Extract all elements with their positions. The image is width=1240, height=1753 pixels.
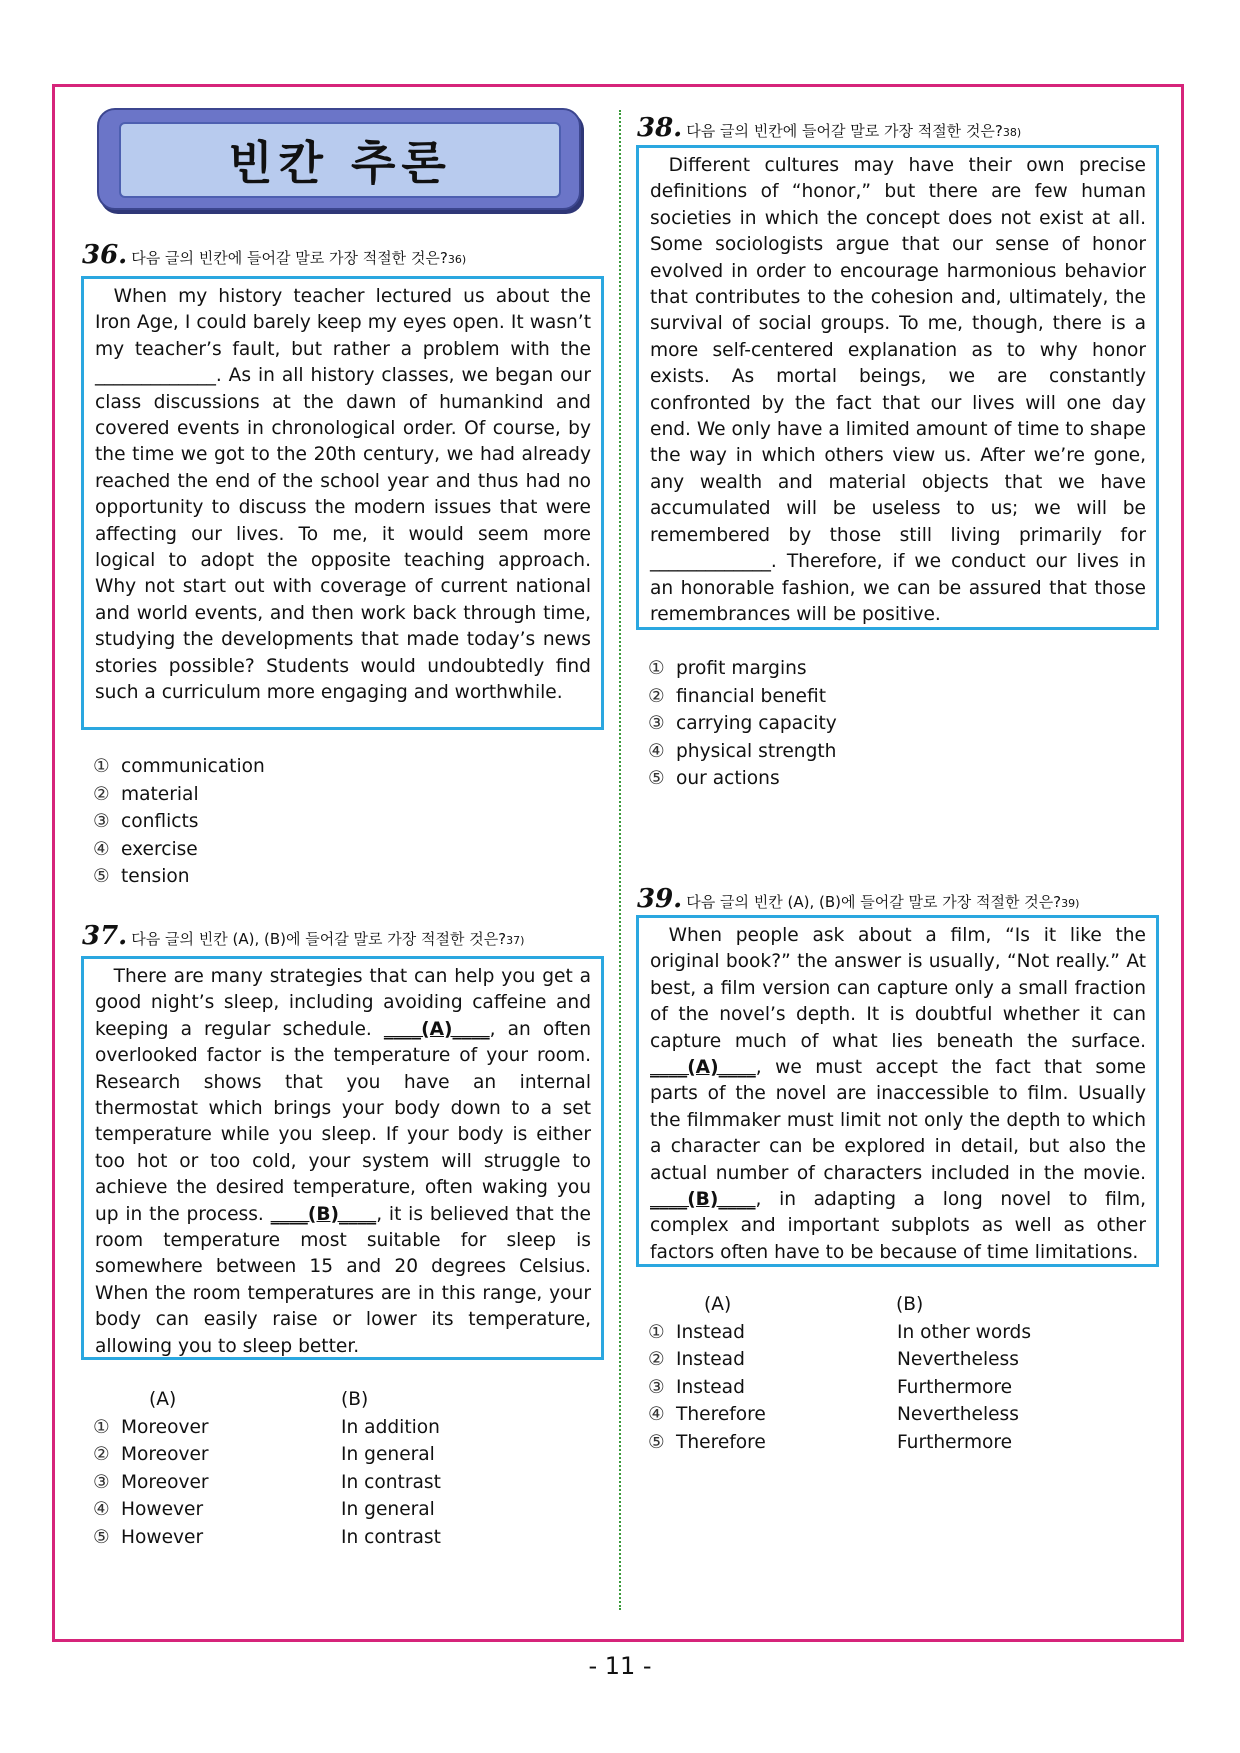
choice-number: ③: [648, 713, 665, 735]
header-a: (A): [149, 1389, 177, 1410]
choice-b: In other words: [897, 1321, 1032, 1343]
q39-choice-2[interactable]: [648, 1346, 1031, 1374]
choice-number: ②: [93, 783, 110, 805]
q39-passage-part-2: , we must accept the fact that some parts of the novel are inaccessible to film. Usually the filmmaker must limit not only the depth to which a character can be explored in detail, but also the actual number of characters included in the movie.: [650, 1057, 1146, 1184]
q36-number: 36.: [82, 240, 128, 270]
q39-blank-a: ____(A)____: [650, 1057, 756, 1079]
q39-choice-3[interactable]: [648, 1374, 1031, 1402]
choice-b: In contrast: [341, 1526, 441, 1548]
choice-number: ③: [648, 1376, 665, 1398]
choice-number: ①: [648, 1321, 665, 1343]
choice-number: ④: [93, 1499, 110, 1521]
choice-number: ⑤: [93, 866, 110, 888]
choice-number: ④: [648, 740, 665, 762]
q38-choice-2[interactable]: [648, 683, 837, 711]
choice-number: ⑤: [648, 768, 665, 790]
choice-a: Moreover: [121, 1444, 209, 1466]
q38-ref: 38): [1002, 126, 1022, 139]
choice-number: ④: [93, 838, 110, 860]
q37-blank-b: ____(B)____: [270, 1203, 377, 1225]
choice-text: carrying capacity: [676, 713, 837, 735]
choice-b: Furthermore: [897, 1376, 1013, 1398]
choice-number: ③: [93, 1471, 110, 1493]
q38-passage: Different cultures may have their own precise definitions of “honor,” but there are few human societies in which the concept does not exist at all. Some sociologists argue that our sense of honor evolved in order to encourage harmonious behavior that contributes to the cohesion and, ultimately, the survival of social groups. To me, though, there is a more self-centered explanation as to why honor exists. As mortal beings, we are constantly confronted by the fact that our lives will one day end. We only have a limited amount of time to shape the way in which others view us. After we’re gone, any wealth and material objects that we have accumulated will be useless to us; we will be remembered by those still living primarily for _____________. Therefore, if we conduct our lives in an honorable fashion, we can be assured that those remembrances will be positive.: [650, 155, 1146, 625]
q38-choice-5[interactable]: [648, 765, 837, 793]
q36-choice-1[interactable]: [93, 753, 265, 781]
q37-heading: [82, 921, 524, 951]
choice-b: Nevertheless: [897, 1404, 1019, 1426]
q38-choice-4[interactable]: [648, 738, 837, 766]
header-b: (B): [896, 1294, 924, 1315]
q36-heading: [82, 240, 466, 270]
page-title: 빈칸 추론: [228, 136, 452, 190]
q37-prompt: 다음 글의 빈칸 (A), (B)에 들어갈 말로 가장 적절한 것은?: [131, 930, 507, 948]
q37-choice-header: [93, 1386, 441, 1414]
choice-a: Instead: [676, 1376, 745, 1398]
q39-heading: [637, 884, 1079, 914]
q37-choice-1[interactable]: [93, 1414, 441, 1442]
header-b: (B): [341, 1389, 369, 1410]
choice-b: Nevertheless: [897, 1349, 1019, 1371]
q38-passage-box: [636, 145, 1159, 630]
q39-number: 39.: [637, 884, 683, 914]
q38-choice-3[interactable]: [648, 710, 837, 738]
choice-number: ②: [648, 685, 665, 707]
section-banner: [97, 108, 581, 210]
q37-passage: [95, 964, 591, 1360]
choice-text: material: [121, 783, 199, 805]
q37-passage-part-2: , an often overlooked factor is the temperature of your room. Research shows that you have an internal thermostat which brings your body down to a set temperature while you sleep. If your body is either too hot or too cold, your system will struggle to achieve the desired temperature, often waking you up in the process.: [95, 1018, 591, 1225]
q36-choice-2[interactable]: [93, 781, 265, 809]
q36-ref: 36): [447, 253, 467, 266]
choice-number: ⑤: [93, 1526, 110, 1548]
choice-b: In addition: [341, 1416, 440, 1438]
q39-blank-b: ____(B)____: [650, 1189, 756, 1211]
choice-a: However: [121, 1526, 204, 1548]
choice-text: financial benefit: [676, 685, 827, 707]
choice-number: ①: [93, 756, 110, 777]
q39-passage-part-1: When people ask about a film, “Is it like the original book?” the answer is usually, “Not really.” At best, a film version can capture only a small fraction of the novel’s depth. It is doubtful whether it can capture much of what lies beneath the surface.: [650, 925, 1146, 1052]
choice-a: Instead: [676, 1321, 745, 1343]
q36-passage-box: [81, 276, 604, 730]
q37-choice-2[interactable]: [93, 1441, 441, 1469]
choice-number: ①: [648, 658, 665, 679]
q37-choice-5[interactable]: [93, 1524, 441, 1552]
q37-choices: [93, 1386, 441, 1552]
choice-text: profit margins: [676, 658, 807, 679]
choice-b: Furthermore: [897, 1431, 1013, 1453]
q39-choice-header: [648, 1291, 1031, 1319]
choice-a: Moreover: [121, 1471, 209, 1493]
q39-choices: [648, 1291, 1031, 1457]
choice-a: Instead: [676, 1349, 745, 1371]
choice-text: exercise: [121, 838, 198, 860]
q36-choice-4[interactable]: [93, 836, 265, 864]
q38-choice-1[interactable]: [648, 655, 837, 683]
q37-choice-3[interactable]: [93, 1469, 441, 1497]
q38-prompt: 다음 글의 빈칸에 들어갈 말로 가장 적절한 것은?: [686, 122, 1003, 140]
choice-a: Therefore: [676, 1431, 766, 1453]
q37-passage-box: [81, 956, 604, 1360]
choice-a: However: [121, 1499, 204, 1521]
section-banner-inner: [119, 122, 561, 198]
q39-ref: 39): [1061, 897, 1080, 910]
choice-text: communication: [121, 756, 265, 777]
choice-text: tension: [121, 866, 190, 888]
page-number: - 11 -: [588, 1652, 652, 1680]
choice-number: ③: [93, 811, 110, 833]
q39-passage-box: [636, 915, 1159, 1267]
q37-number: 37.: [82, 921, 128, 951]
q39-passage-part-3: , in adapting a long novel to film, complex and important subplots as well as other factors often have to be because of time limitations.: [650, 1189, 1146, 1263]
choice-text: our actions: [676, 768, 780, 790]
q36-passage: When my history teacher lectured us about the Iron Age, I could barely keep my eyes open. It wasn’t my teacher’s fault, but rather a problem with the _____________. As in all history classes, we began our class discussions at the dawn of humankind and covered events in chronological order. Of course, by the time we got to the 20th century, we had already reached the end of the school year and thus had no opportunity to discuss the modern issues that were affecting our lives. To me, it would seem more logical to adopt the opposite teaching approach. Why not start out with coverage of current national and world events, and then work back through time, studying the developments that made today’s news stories possible? Students would undoubtedly find such a curriculum more engaging and worthwhile.: [95, 286, 591, 704]
choice-b: In general: [341, 1444, 435, 1466]
choice-a: Moreover: [121, 1416, 209, 1438]
q36-choice-3[interactable]: [93, 808, 265, 836]
q37-passage-part-1: There are many strategies that can help you get a good night’s sleep, including avoiding caffeine and keeping a regular schedule.: [95, 966, 591, 1040]
choice-number: ②: [93, 1444, 110, 1466]
q39-choice-4[interactable]: [648, 1401, 1031, 1429]
q37-passage-part-3: , it is believed that the room temperature most suitable for sleep is somewhere between 15 and 20 degrees Celsius. When the room temperatures are in this range, your body can easily raise or lower its temperature, allowing you to sleep better.: [95, 1203, 591, 1357]
column-divider: [619, 110, 621, 1610]
q36-choices: [93, 753, 265, 891]
q37-ref: 37): [506, 934, 525, 947]
header-a: (A): [704, 1294, 732, 1315]
choice-b: In contrast: [341, 1471, 441, 1493]
q39-prompt: 다음 글의 빈칸 (A), (B)에 들어갈 말로 가장 적절한 것은?: [686, 893, 1062, 911]
choice-a: Therefore: [676, 1404, 766, 1426]
q37-choice-4[interactable]: [93, 1496, 441, 1524]
q39-passage: [650, 923, 1146, 1266]
choice-number: ②: [648, 1349, 665, 1371]
q36-choice-5[interactable]: [93, 863, 265, 891]
choice-number: ①: [93, 1416, 110, 1438]
q38-choices: [648, 655, 837, 793]
q37-blank-a: ____(A)____: [383, 1018, 490, 1040]
choice-number: ④: [648, 1404, 665, 1426]
q38-number: 38.: [637, 113, 683, 143]
q39-choice-1[interactable]: [648, 1319, 1031, 1347]
q38-heading: [637, 113, 1021, 143]
choice-text: physical strength: [676, 740, 837, 762]
q39-choice-5[interactable]: [648, 1429, 1031, 1457]
choice-b: In general: [341, 1499, 435, 1521]
choice-number: ⑤: [648, 1431, 665, 1453]
q36-prompt: 다음 글의 빈칸에 들어갈 말로 가장 적절한 것은?: [131, 249, 448, 267]
choice-text: conflicts: [121, 811, 199, 833]
